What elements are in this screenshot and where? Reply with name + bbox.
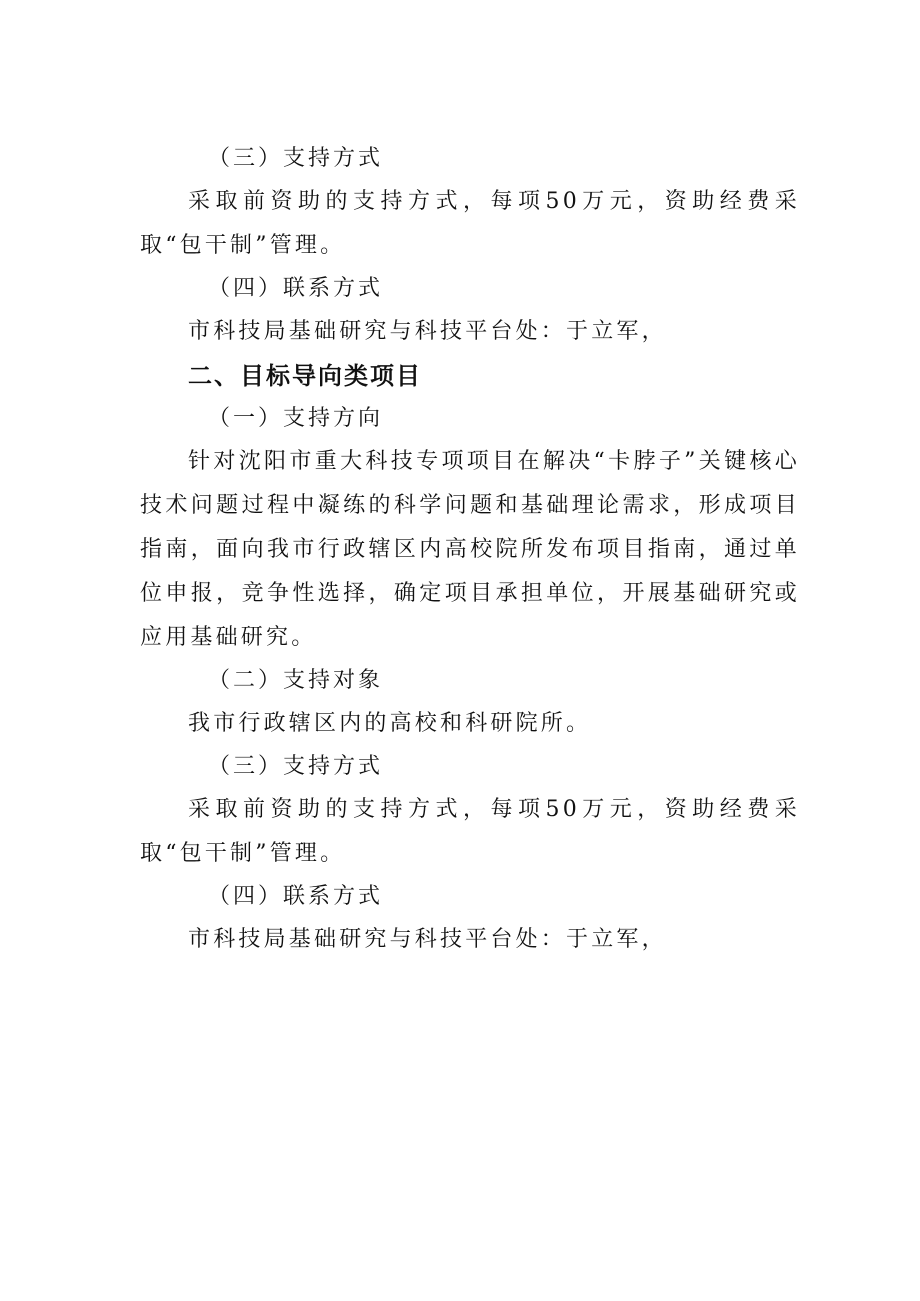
section2-direction-heading: （一）支持方向 [208, 406, 384, 431]
section1-contact-text: 市科技局基础研究与科技平台处：于立军， [188, 319, 667, 344]
section2-object-heading: （二）支持对象 [208, 668, 384, 693]
document-body [140, 138, 800, 962]
section1-contact-heading: （四）联系方式 [208, 276, 384, 301]
section2-direction-text: 针对沈阳市重大科技专项项目在解决“卡脖子”关键核心技术问题过程中凝练的科学问题和基础理论需求，形成项目指南，面向我市行政辖区内高校院所发布项目指南，通过单位申报，竞争性选择，确定项目承担单位，开展基础研究或应用基础研究。 [140, 449, 800, 650]
section2-title: 二、目标导向类项目 [188, 362, 422, 390]
section2-contact-heading: （四）联系方式 [208, 884, 384, 909]
section1-support-method-text: 采取前资助的支持方式，每项50万元，资助经费采取“包干制”管理。 [140, 189, 800, 258]
section1-support-method-heading: （三）支持方式 [208, 146, 384, 171]
section2-support-method-text: 采取前资助的支持方式，每项50万元，资助经费采取“包干制”管理。 [140, 797, 800, 866]
section2-contact-text: 市科技局基础研究与科技平台处：于立军， [188, 927, 667, 952]
section2-support-method-heading: （三）支持方式 [208, 754, 384, 779]
section2-object-text: 我市行政辖区内的高校和科研院所。 [188, 711, 592, 736]
